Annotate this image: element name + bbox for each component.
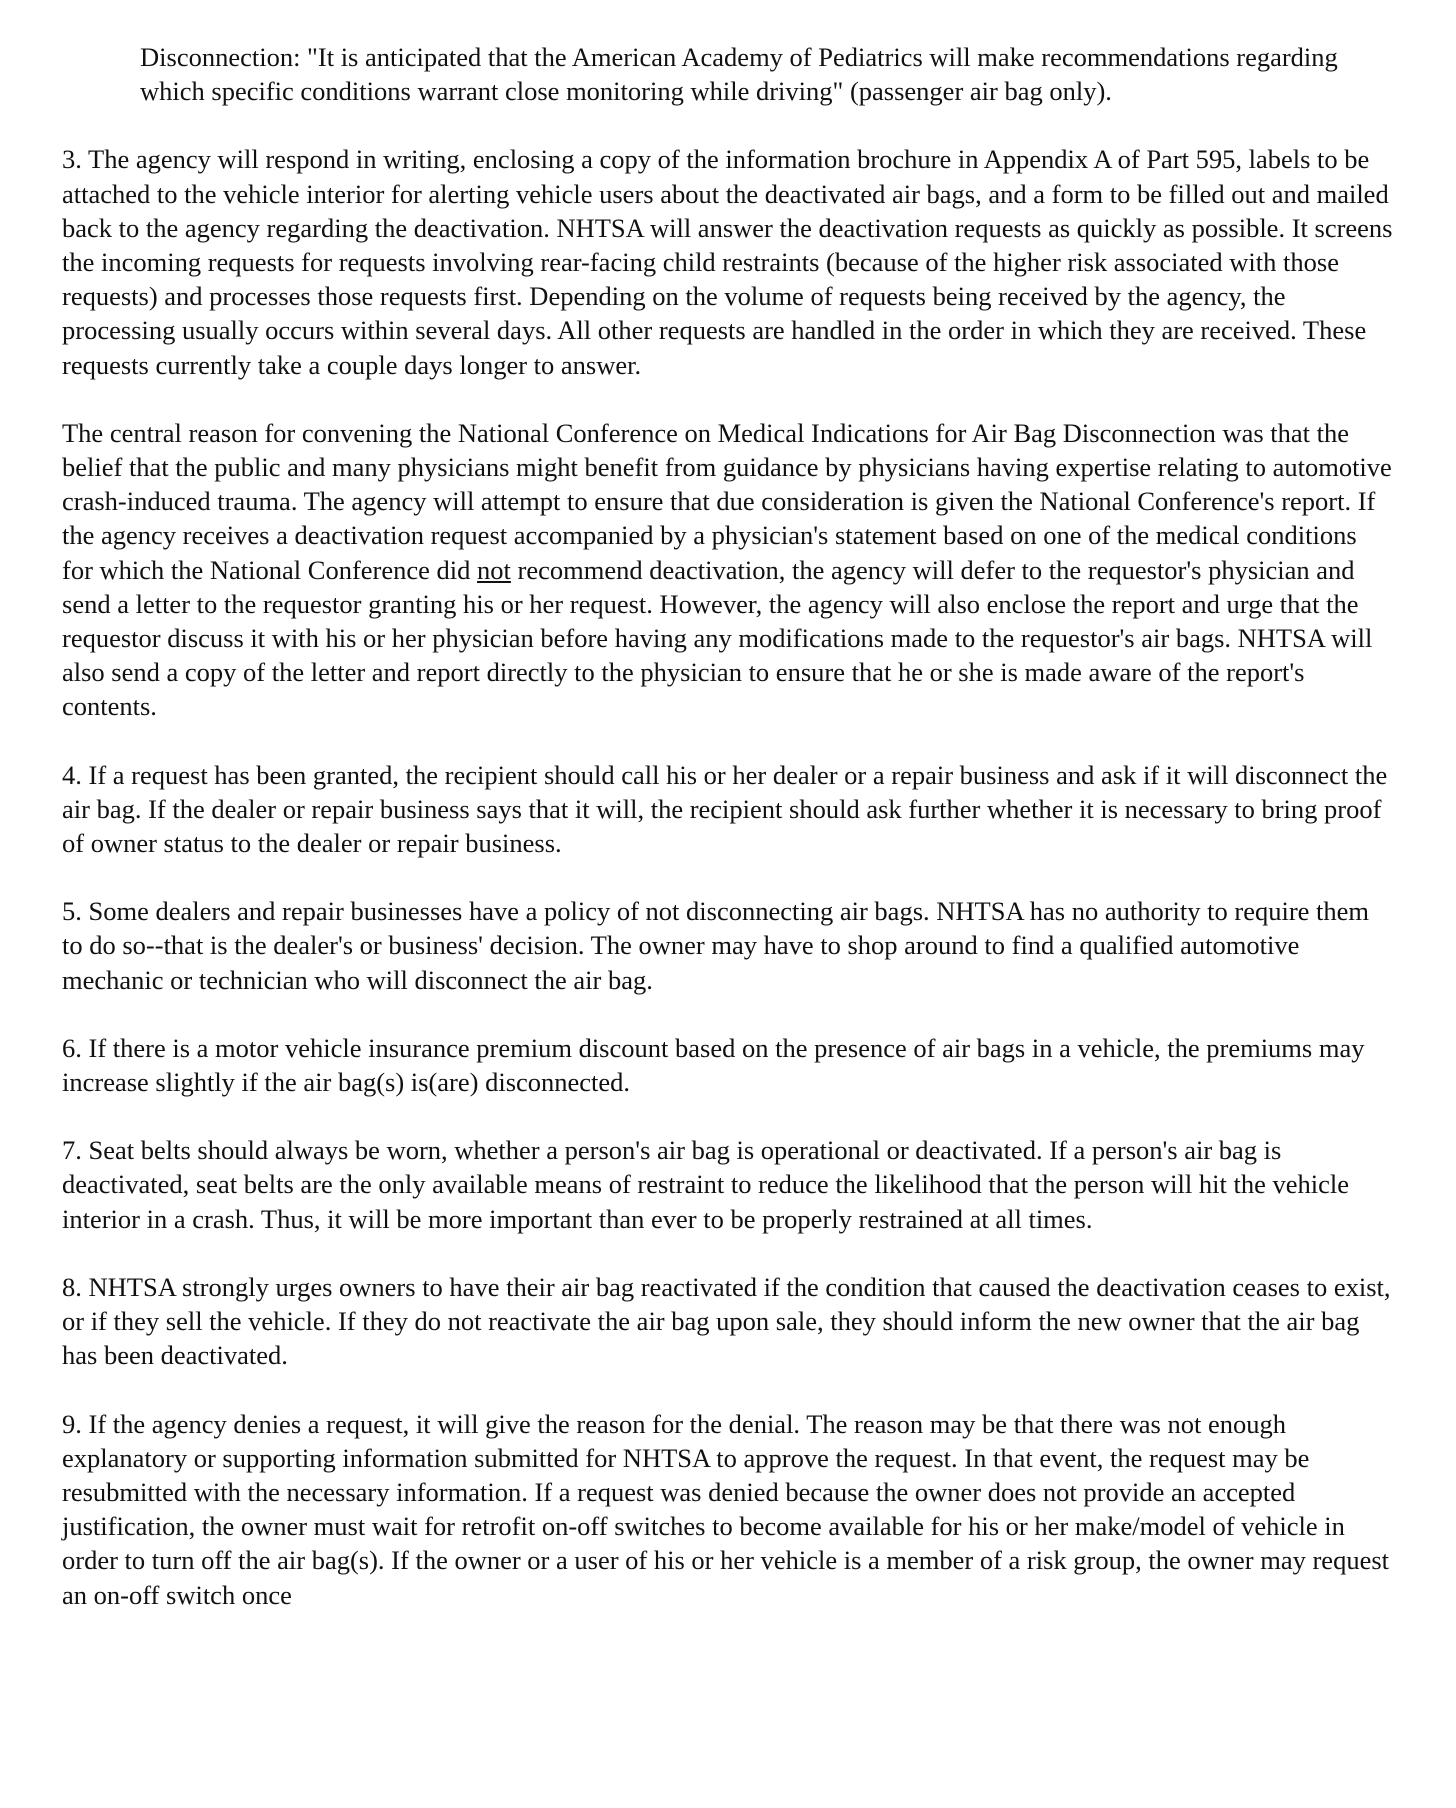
central-reason-text-after: recommend deactivation, the agency will defer to the requestor's physician and send a letter to the requestor granting his or her request. However, the agency will also enclose the report and urge that the requestor discuss it with his or her physician before having any modifications made to the requestor's air bags. NHTSA will also send a copy of the letter and report directly to the physician to ensure that he or she is made aware of the report's contents.	[62, 554, 1373, 722]
central-reason-text-before: The central reason for convening the National Conference on Medical Indications for Air Bag Disconnection was that the belief that the public and many physicians might benefit from guidance by physicians having expertise relating to automotive crash-induced trauma. The agency will attempt to ensure that due consideration is given the National Conference's report. If the agency receives a deactivation request accompanied by a physician's statement based on one of the medical conditions for which the National Conference did	[62, 417, 1392, 585]
paragraph-5: 5. Some dealers and repair businesses have a policy of not disconnecting air bags. NHTSA has no authority to require them to do so--that is the dealer's or business' decision. The owner may have to shop around to find a qualified automotive mechanic or technician who will disconnect the air bag.	[62, 896, 1370, 995]
paragraph-9: 9. If the agency denies a request, it will give the reason for the denial. The reason may be that there was not enough explanatory or supporting information submitted for NHTSA to approve the request. In that event, the request may be resubmitted with the necessary information. If a request was denied because the owner does not provide an accepted justification, the owner must wait for retrofit on-off switches to become available for his or her make/model of vehicle in order to turn off the air bag(s). If the owner or a user of his or her vehicle is a member of a risk group, the owner may request an on-off switch once	[62, 1408, 1390, 1610]
central-reason-paragraph	[62, 416, 1394, 724]
paragraph-8: 8. NHTSA strongly urges owners to have their air bag reactivated if the condition that caused the deactivation ceases to exist, or if they sell the vehicle. If they do not reactivate the air bag upon sale, they should inform the new owner that the air bag has been deactivated.	[62, 1271, 1391, 1371]
document-page	[62, 40, 1394, 1646]
emphasis-not: not	[477, 554, 511, 585]
paragraph-6: 6. If there is a motor vehicle insurance premium discount based on the presence of air bags in a vehicle, the premiums may increase slightly if the air bag(s) is(are) disconnected.	[62, 1032, 1365, 1098]
intro-paragraph: Disconnection: "It is anticipated that the American Academy of Pediatrics will make recommendations regarding which specific conditions warrant close monitoring while driving" (passenger air bag only).	[140, 42, 1338, 107]
paragraph-4: 4. If a request has been granted, the recipient should call his or her dealer or a repair business and ask if it will disconnect the air bag. If the dealer or repair business says that it will, the recipient should ask further whether it is necessary to bring proof of owner status to the dealer or repair business.	[62, 759, 1388, 859]
paragraph-7: 7. Seat belts should always be worn, whether a person's air bag is operational or deactivated. If a person's air bag is deactivated, seat belts are the only available means of restraint to reduce the likelihood that the person will hit the vehicle interior in a crash. Thus, it will be more important than ever to be properly restrained at all times.	[62, 1135, 1349, 1234]
paragraph-3: 3. The agency will respond in writing, enclosing a copy of the information brochure in Appendix A of Part 595, labels to be attached to the vehicle interior for alerting vehicle users about the deactivated air bags, and a form to be filled out and mailed back to the agency regarding the deactivation. NHTSA will answer the deactivation requests as quickly as possible. It screens the incoming requests for requests involving rear-facing child restraints (because of the higher risk associated with those requests) and processes those requests first. Depending on the volume of requests being received by the agency, the processing usually occurs within several days. All other requests are handled in the order in which they are received. These requests currently take a couple days longer to answer.	[62, 144, 1393, 380]
